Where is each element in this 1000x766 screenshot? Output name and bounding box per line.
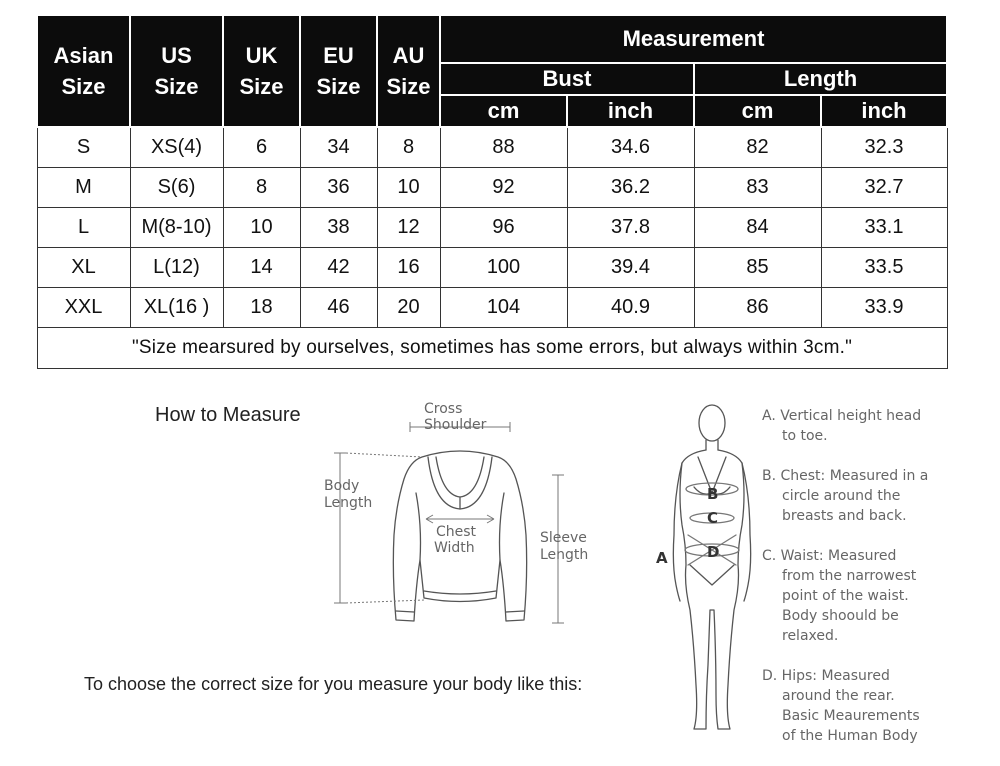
garment-diagram: [310, 395, 610, 640]
table-cell: 6: [223, 127, 300, 168]
chest-width-label-line2: Width: [434, 540, 475, 556]
table-cell: 34.6: [567, 127, 694, 168]
table-cell: 16: [377, 248, 440, 288]
body-figure-diagram: [650, 395, 755, 740]
legend-item-height: A. Vertical height head to toe.: [762, 408, 922, 444]
measurement-legend: [762, 406, 962, 766]
header-bust-cm: cm: [440, 95, 567, 127]
table-cell: 33.9: [821, 288, 947, 328]
table-cell: 39.4: [567, 248, 694, 288]
size-chart-table: [36, 14, 948, 369]
legend-item-waist: C. Waist: Measured from the narrowest point of the waist. Body shoould be relaxed.: [762, 548, 917, 644]
table-cell: 82: [694, 127, 821, 168]
table-row: [37, 288, 947, 328]
body-length-label-line2: Length: [324, 495, 373, 511]
table-note-row: [37, 328, 947, 369]
table-cell: 88: [440, 127, 567, 168]
sleeve-length-label-line2: Length: [540, 547, 589, 563]
cross-shoulder-label-line2: Shoulder: [424, 417, 487, 433]
table-cell: 10: [377, 168, 440, 208]
table-cell: 33.5: [821, 248, 947, 288]
header-us-size: US Size: [130, 15, 223, 127]
table-cell: 8: [223, 168, 300, 208]
table-row: [37, 208, 947, 248]
marker-b: B: [707, 485, 719, 503]
legend-item-hips: D. Hips: Measured around the rear. Basic Meaurements of the Human Body: [762, 668, 920, 744]
marker-a: A: [656, 549, 668, 567]
table-cell: 40.9: [567, 288, 694, 328]
cross-shoulder-label: Cross: [424, 401, 463, 417]
header-au-size: AU Size: [377, 15, 440, 127]
how-to-measure-title: How to Measure: [155, 404, 301, 426]
table-cell: 92: [440, 168, 567, 208]
table-cell: 104: [440, 288, 567, 328]
table-cell: XL: [37, 248, 130, 288]
table-cell: 38: [300, 208, 377, 248]
header-bust: Bust: [440, 63, 694, 95]
chest-width-label: Chest: [436, 524, 477, 540]
header-eu-size: EU Size: [300, 15, 377, 127]
table-cell: XL(16 ): [130, 288, 223, 328]
table-cell: 8: [377, 127, 440, 168]
header-length-cm: cm: [694, 95, 821, 127]
table-cell: L: [37, 208, 130, 248]
table-cell: 84: [694, 208, 821, 248]
header-length-inch: inch: [821, 95, 947, 127]
table-cell: 96: [440, 208, 567, 248]
table-cell: 32.7: [821, 168, 947, 208]
header-uk-size: UK Size: [223, 15, 300, 127]
table-cell: 12: [377, 208, 440, 248]
table-cell: 36: [300, 168, 377, 208]
table-cell: 37.8: [567, 208, 694, 248]
table-cell: 86: [694, 288, 821, 328]
table-cell: 32.3: [821, 127, 947, 168]
table-cell: L(12): [130, 248, 223, 288]
table-cell: 14: [223, 248, 300, 288]
table-cell: S: [37, 127, 130, 168]
table-cell: 85: [694, 248, 821, 288]
table-cell: 100: [440, 248, 567, 288]
sleeve-length-label: Sleeve: [540, 530, 587, 546]
marker-d: D: [707, 543, 720, 561]
table-cell: 20: [377, 288, 440, 328]
marker-c: C: [707, 509, 719, 527]
table-cell: 34: [300, 127, 377, 168]
table-cell: S(6): [130, 168, 223, 208]
table-row: [37, 127, 947, 168]
header-asian-size: Asian Size: [37, 15, 130, 127]
table-cell: 36.2: [567, 168, 694, 208]
legend-item-chest: B. Chest: Measured in a circle around the breasts and back.: [762, 468, 929, 524]
choose-size-instruction: To choose the correct size for you measure your body like this:: [84, 674, 583, 694]
header-length: Length: [694, 63, 947, 95]
table-cell: XS(4): [130, 127, 223, 168]
header-measurement: Measurement: [440, 15, 947, 63]
table-cell: M(8-10): [130, 208, 223, 248]
table-cell: 83: [694, 168, 821, 208]
table-cell: 33.1: [821, 208, 947, 248]
header-bust-inch: inch: [567, 95, 694, 127]
table-cell: 18: [223, 288, 300, 328]
table-header: [37, 15, 947, 127]
table-cell: 42: [300, 248, 377, 288]
size-note: "Size mearsured by ourselves, sometimes has some errors, but always within 3cm.": [37, 328, 947, 369]
table-cell: XXL: [37, 288, 130, 328]
table-row: [37, 248, 947, 288]
body-length-label: Body: [324, 478, 360, 494]
table-cell: M: [37, 168, 130, 208]
table-row: [37, 168, 947, 208]
table-cell: 10: [223, 208, 300, 248]
table-cell: 46: [300, 288, 377, 328]
